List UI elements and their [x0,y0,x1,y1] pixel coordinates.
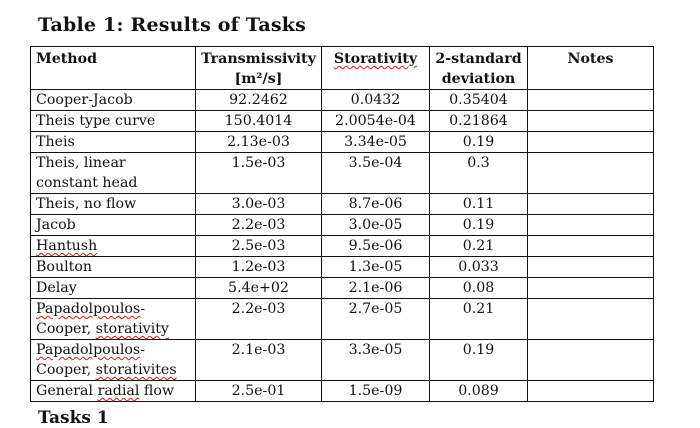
cell-notes [528,90,654,111]
cell-method [31,340,196,381]
cell-transmissivity: 1.5e-03 [196,153,322,194]
table-row [31,194,654,215]
cell-storativity: 2.1e-06 [322,278,430,299]
cell-method [31,194,196,215]
cell-transmissivity: 5.4e+02 [196,278,322,299]
header-transmissivity-unit: [m²/s] [234,71,283,87]
method-line: Theis [36,134,75,150]
cell-method [31,278,196,299]
method-line: General radial flow [36,383,175,399]
results-table [30,46,654,402]
cell-transmissivity: 2.2e-03 [196,299,322,340]
header-notes: Notes [528,47,654,90]
cell-storativity: 2.7e-05 [322,299,430,340]
cell-deviation: 0.033 [430,257,528,278]
cell-method [31,257,196,278]
cell-deviation: 0.21 [430,236,528,257]
cell-storativity: 1.3e-05 [322,257,430,278]
header-row [31,47,654,90]
table-row [31,90,654,111]
header-method: Method [31,47,196,90]
method-line: Cooper, storativity [36,321,169,337]
cell-deviation: 0.35404 [430,90,528,111]
header-transmissivity [196,47,322,90]
table-row [31,381,654,402]
cell-transmissivity: 2.2e-03 [196,215,322,236]
header-deviation [430,47,528,90]
method-line: Delay [36,280,77,296]
cell-method [31,381,196,402]
cell-storativity: 0.0432 [322,90,430,111]
cell-deviation: 0.11 [430,194,528,215]
cell-method [31,90,196,111]
cell-transmissivity: 2.13e-03 [196,132,322,153]
cell-deviation: 0.19 [430,340,528,381]
method-line: Papadolpoulos- [36,301,145,317]
table-row [31,215,654,236]
table-row [31,132,654,153]
cell-notes [528,278,654,299]
cell-deviation: 0.3 [430,153,528,194]
table-row [31,111,654,132]
cell-notes [528,299,654,340]
method-line: Theis type curve [36,113,156,129]
cell-deviation: 0.21864 [430,111,528,132]
cell-storativity: 8.7e-06 [322,194,430,215]
cell-method [31,215,196,236]
cell-transmissivity: 2.1e-03 [196,340,322,381]
header-deviation-line2: deviation [441,71,516,87]
cell-method [31,153,196,194]
cell-method [31,299,196,340]
cell-notes [528,236,654,257]
cell-storativity: 3.34e-05 [322,132,430,153]
cell-deviation: 0.08 [430,278,528,299]
header-storativity-label: Storativity [333,51,418,67]
cell-method [31,132,196,153]
method-line: constant head [36,175,138,191]
cell-notes [528,340,654,381]
cell-storativity: 3.0e-05 [322,215,430,236]
cell-notes [528,153,654,194]
cell-notes [528,381,654,402]
cell-notes [528,111,654,132]
method-line: Theis, linear [36,155,126,171]
method-line: Cooper, storativites [36,362,177,378]
cell-storativity: 2.0054e-04 [322,111,430,132]
cell-deviation: 0.089 [430,381,528,402]
cell-method [31,236,196,257]
cell-transmissivity: 92.2462 [196,90,322,111]
cell-notes [528,215,654,236]
method-line: Cooper-Jacob [36,92,133,108]
table-row [31,153,654,194]
header-storativity [322,47,430,90]
method-line: Hantush [36,238,98,254]
cell-notes [528,132,654,153]
cell-deviation: 0.19 [430,215,528,236]
method-line: Jacob [36,217,76,233]
table-row [31,236,654,257]
table-row [31,340,654,381]
table-row [31,278,654,299]
table-row [31,257,654,278]
cell-method [31,111,196,132]
table-row [31,299,654,340]
cell-deviation: 0.19 [430,132,528,153]
cell-storativity: 9.5e-06 [322,236,430,257]
cell-notes [528,194,654,215]
method-line: Boulton [36,259,93,275]
cell-storativity: 1.5e-09 [322,381,430,402]
cell-storativity: 3.5e-04 [322,153,430,194]
cell-deviation: 0.21 [430,299,528,340]
method-line: Theis, no flow [36,196,137,212]
cell-transmissivity: 2.5e-01 [196,381,322,402]
cell-storativity: 3.3e-05 [322,340,430,381]
cell-transmissivity: 2.5e-03 [196,236,322,257]
table-title: Table 1: Results of Tasks [38,14,307,36]
cell-transmissivity: 1.2e-03 [196,257,322,278]
cell-transmissivity: 3.0e-03 [196,194,322,215]
cell-notes [528,257,654,278]
method-line: Papadolpoulos- [36,342,145,358]
header-deviation-line1: 2-standard [435,51,522,67]
table-body [31,90,654,402]
header-transmissivity-line1: Transmissivity [201,51,316,67]
cell-transmissivity: 150.4014 [196,111,322,132]
section-heading-partial: Tasks 1 [38,408,109,428]
